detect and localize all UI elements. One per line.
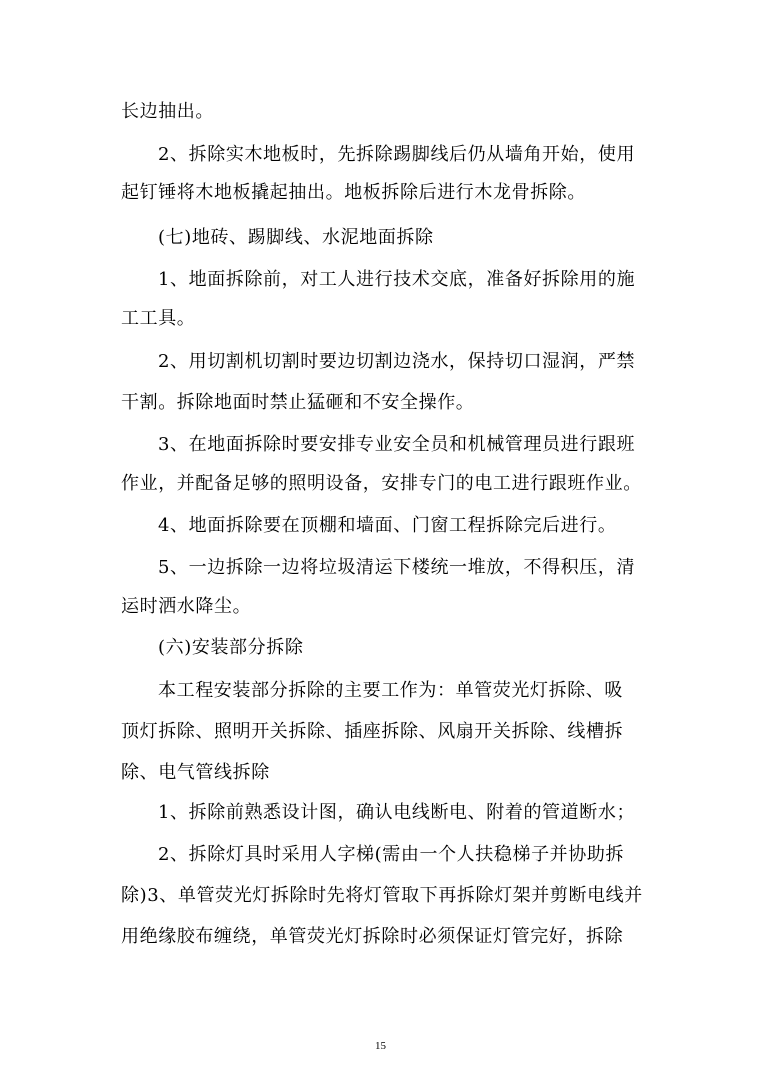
text-line: 干割。拆除地面时禁止猛砸和不安全操作。	[121, 392, 475, 413]
text-line: 作业，并配备足够的照明设备，安排专门的电工进行跟班作业。	[121, 473, 642, 494]
section-heading: (六)安装部分拆除	[158, 637, 304, 658]
text-line: 运时洒水降尘。	[121, 596, 252, 617]
text-line: 2、拆除灯具时采用人字梯(需由一个人扶稳梯子并协助拆	[158, 844, 625, 865]
text-line: 3、在地面拆除时要安排专业安全员和机械管理员进行跟班	[158, 434, 636, 455]
text-line: 1、拆除前熟悉设计图，确认电线断电、附着的管道断水；	[158, 802, 636, 823]
text-line: 本工程安装部分拆除的主要工作为：单管荧光灯拆除、吸	[158, 680, 623, 701]
text-line: 5、一边拆除一边将垃圾清运下楼统一堆放，不得积压，清	[158, 557, 636, 578]
text-line: 2、用切割机切割时要边切割边浇水，保持切口湿润，严禁	[158, 351, 636, 372]
text-line: 用绝缘胶布缠绕，单管荧光灯拆除时必须保证灯管完好，拆除	[121, 926, 624, 947]
text-line: 顶灯拆除、照明开关拆除、插座拆除、风扇开关拆除、线槽拆	[121, 721, 624, 742]
text-line: 除、电气管线拆除	[121, 762, 270, 783]
text-line: 起钉锤将木地板撬起抽出。地板拆除后进行木龙骨拆除。	[121, 182, 586, 203]
text-line: 除)3、单管荧光灯拆除时先将灯管取下再拆除灯架并剪断电线并	[121, 885, 643, 906]
text-line: 2、拆除实木地板时，先拆除踢脚线后仍从墙角开始，使用	[158, 144, 636, 165]
section-heading: (七)地砖、踢脚线、水泥地面拆除	[158, 227, 434, 248]
text-line: 长边抽出。	[121, 101, 214, 122]
page-number: 15	[375, 1040, 386, 1052]
text-line: 1、地面拆除前，对工人进行技术交底，准备好拆除用的施	[158, 269, 636, 290]
text-line: 工工具。	[121, 308, 196, 329]
text-line: 4、地面拆除要在顶棚和墙面、门窗工程拆除完后进行。	[158, 515, 617, 536]
